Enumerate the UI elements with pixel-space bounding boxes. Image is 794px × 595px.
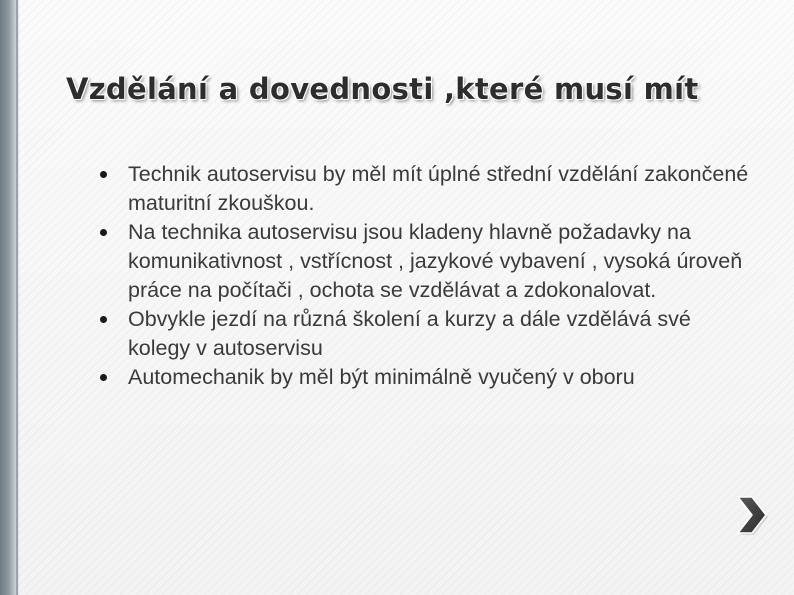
list-item (100, 160, 750, 218)
bullet-icon (100, 374, 107, 381)
bullet-icon (100, 229, 107, 236)
bullet-list (100, 160, 750, 392)
bullet-text: Obvykle jezdí na různá školení a kurzy a dále vzdělává své kolegy v autoservisu (128, 307, 691, 360)
list-item (100, 363, 750, 392)
bullet-text: Technik autoservisu by měl mít úplné střední vzdělání zakončené maturitní zkouškou. (128, 162, 749, 215)
list-item (100, 218, 750, 305)
bullet-icon (100, 171, 107, 178)
slide-title: Vzdělání a dovednosti ,které musí mít (66, 72, 699, 106)
bullet-icon (100, 316, 107, 323)
list-item (100, 305, 750, 363)
bullet-text: Na technika autoservisu jsou kladeny hlavně požadavky na komunikativnost , vstřícnost , jazykové vybavení , vysoká úroveň práce na počítači , ochota se vzdělávat a zdokonalovat. (128, 220, 743, 302)
bullet-text: Automechanik by měl být minimálně vyučený v oboru (128, 365, 635, 389)
slide-left-border-line (16, 0, 18, 595)
chevron-right-icon[interactable] (730, 494, 770, 536)
